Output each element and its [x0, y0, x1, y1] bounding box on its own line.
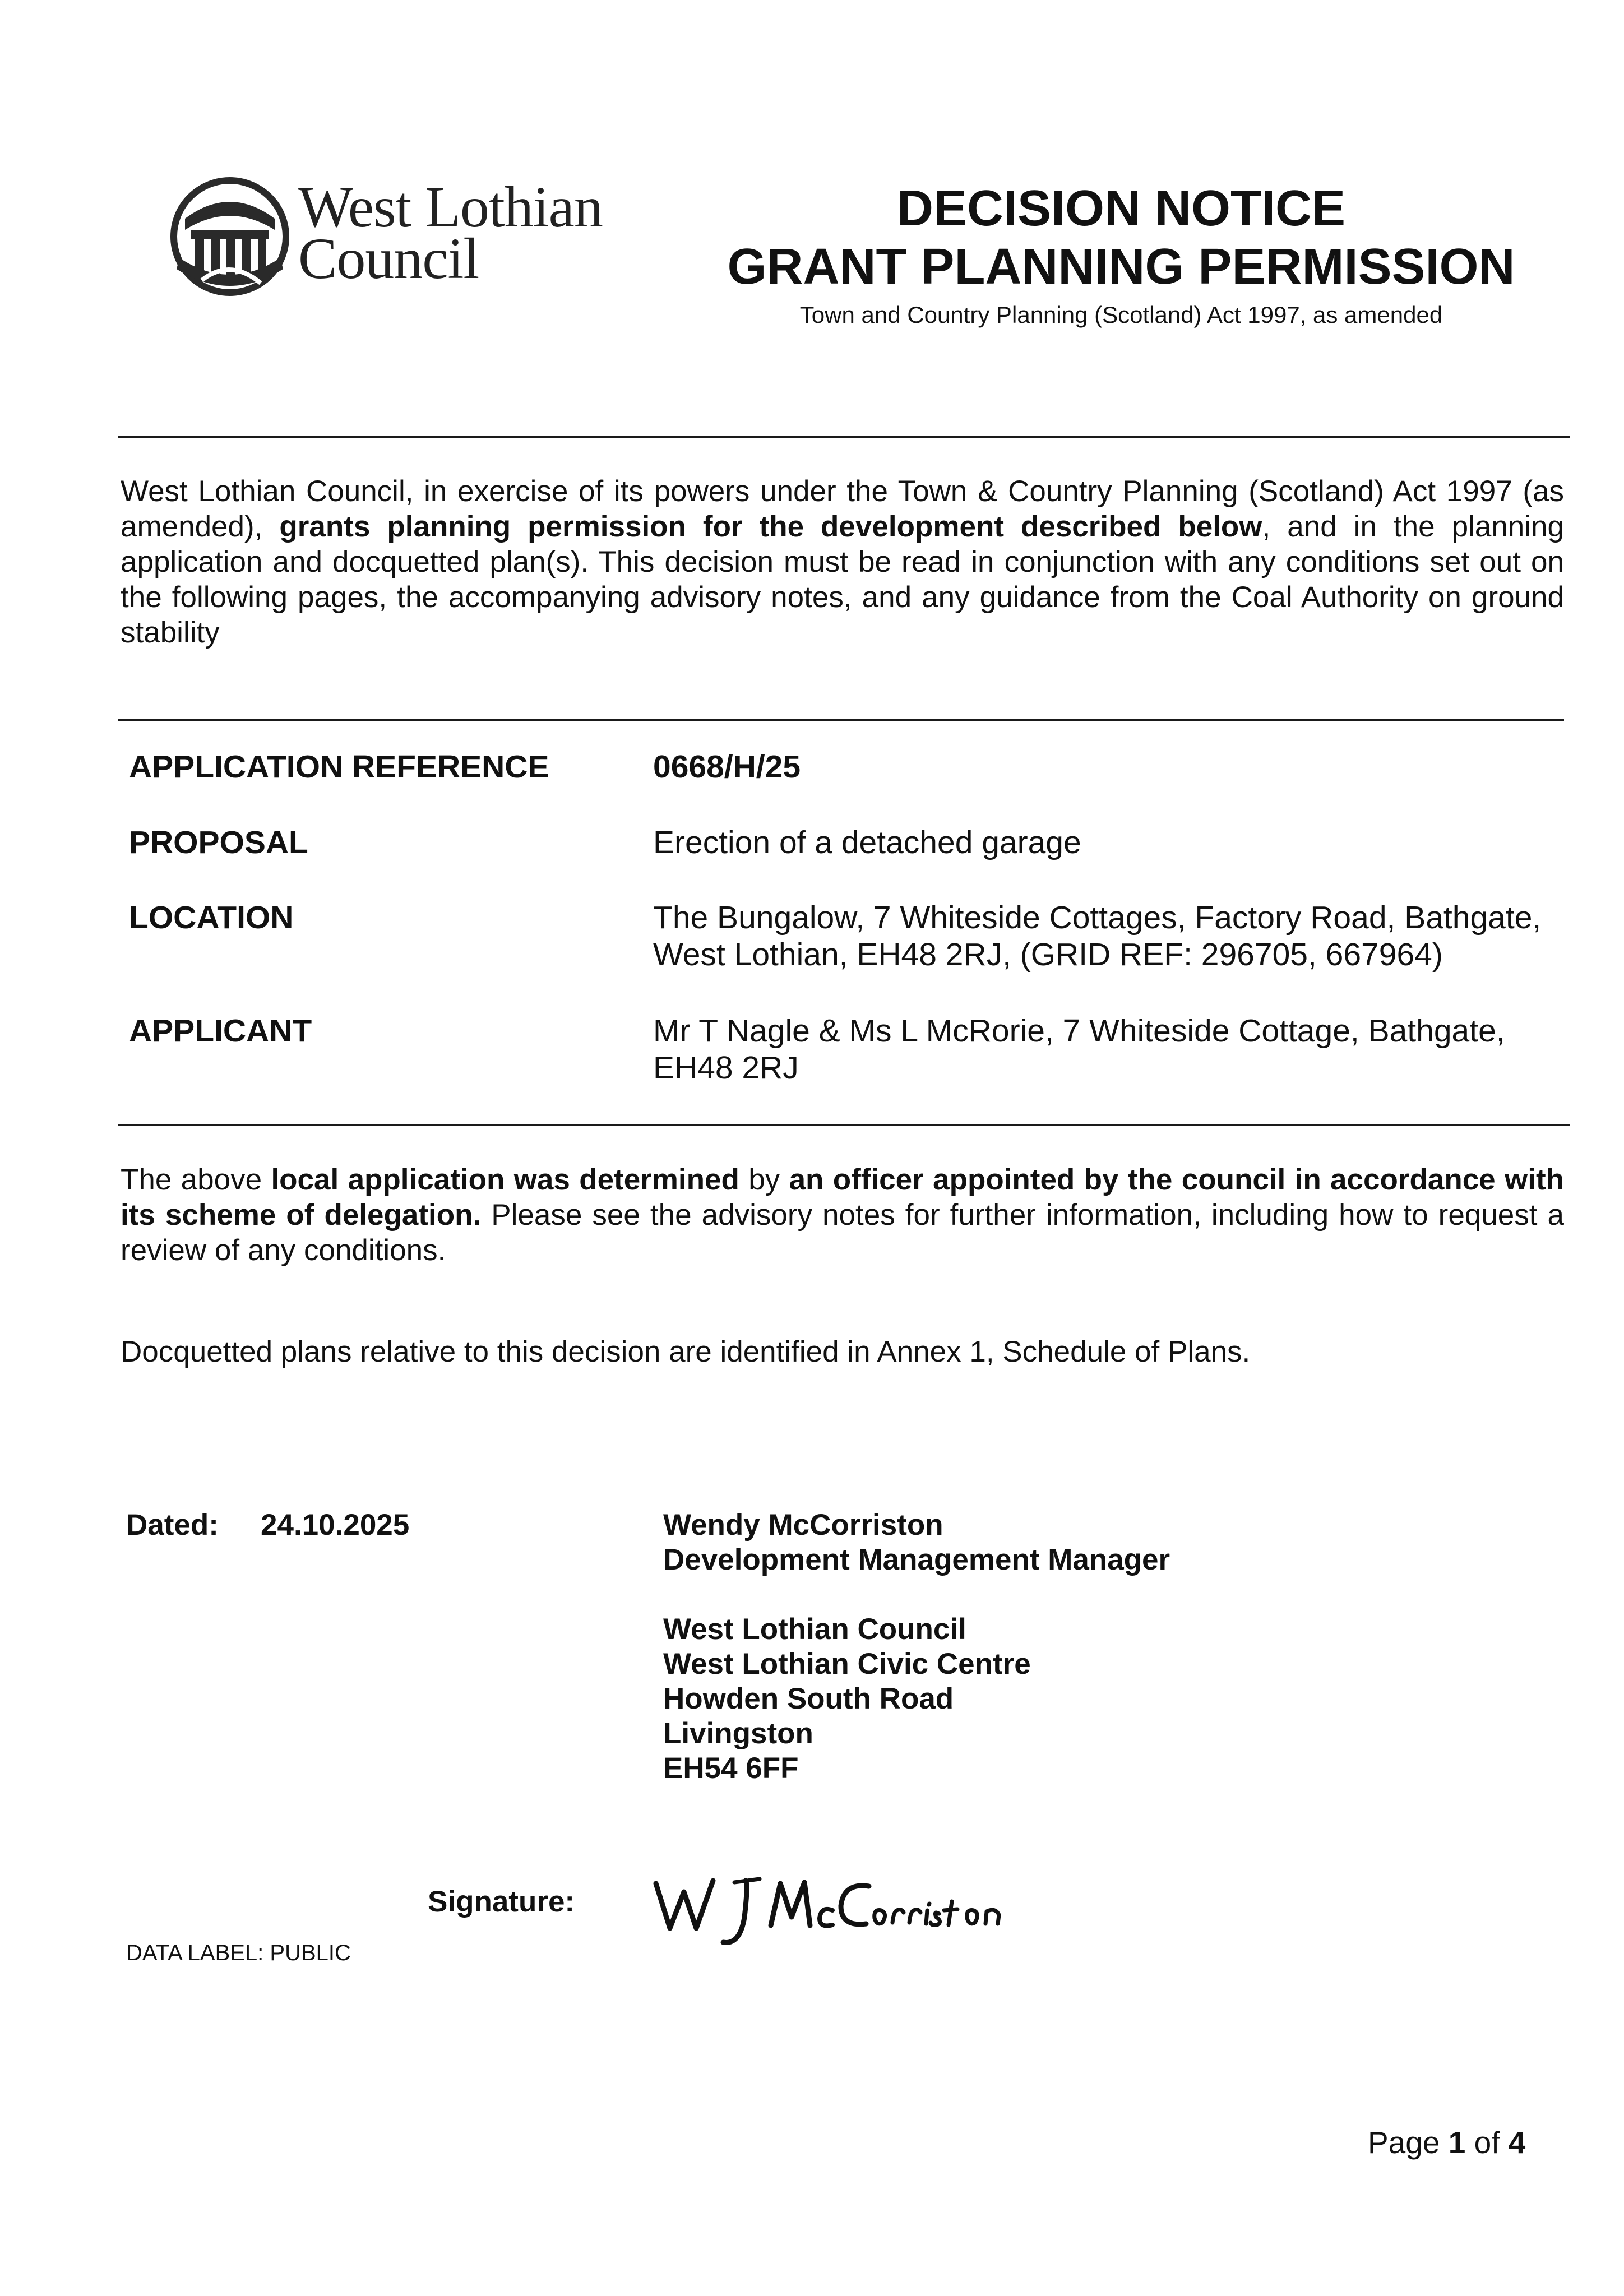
address-line-4: Livingston [663, 1717, 813, 1750]
label-location: LOCATION [129, 900, 294, 936]
council-logo [168, 174, 628, 303]
page-total: 4 [1508, 2125, 1526, 2160]
officer-role: Development Management Manager [663, 1543, 1170, 1576]
address-line-5: EH54 6FF [663, 1752, 799, 1785]
value-applicant: Mr T Nagle & Ms L McRorie, 7 Whiteside Cottage, Bathgate, EH48 2RJ [653, 1013, 1505, 1086]
title-subtitle-act: Town and Country Planning (Scotland) Act 1997, as amended [799, 302, 1443, 328]
signature-label: Signature: [428, 1885, 575, 1918]
divider-details-top [118, 719, 1564, 721]
intro-bold: grants planning permission for the development described below [279, 510, 1262, 543]
determination-paragraph [121, 1162, 1564, 1268]
signature-image [650, 1867, 1065, 1951]
docquetted-note: Docquetted plans relative to this decision are identified in Annex 1, Schedule of Plans. [121, 1335, 1251, 1368]
viaduct-emblem-icon [168, 174, 292, 297]
dated-value: 24.10.2025 [261, 1508, 410, 1542]
divider-details-bottom [118, 1124, 1570, 1126]
notice-title [701, 179, 1542, 331]
det-text-2: by [739, 1163, 789, 1196]
intro-paragraph [121, 474, 1564, 650]
det-bold-2: an officer appointed by the council in accordance with its scheme of delegation. [121, 1163, 1564, 1232]
det-bold-1: local application was determined [271, 1163, 739, 1196]
divider-top [118, 436, 1570, 438]
page-of: of [1465, 2125, 1509, 2160]
page-current: 1 [1448, 2125, 1466, 2160]
logo-text-line2: Council [298, 226, 479, 291]
address-line-2: West Lothian Civic Centre [663, 1647, 1031, 1681]
label-application-reference: APPLICATION REFERENCE [129, 749, 549, 785]
address-line-3: Howden South Road [663, 1682, 954, 1715]
det-text-1: The above [121, 1163, 271, 1196]
logo-text-line1: West Lothian [298, 175, 603, 239]
label-applicant: APPLICANT [129, 1013, 312, 1049]
title-line-grant-permission: GRANT PLANNING PERMISSION [727, 239, 1515, 295]
intro-text-1: West Lothian Council, in exercise of its powers under the Town & Country Planning (Scotland) Act 1997 (as amended), [121, 475, 1564, 543]
address-line-1: West Lothian Council [663, 1613, 966, 1646]
value-proposal: Erection of a detached garage [653, 825, 1081, 860]
det-text-3: Please see the advisory notes for further information, including how to request a review of any conditions. [121, 1198, 1564, 1267]
value-location: The Bungalow, 7 Whiteside Cottages, Factory Road, Bathgate, West Lothian, EH48 2RJ, (GRID REF: 296705, 667964) [653, 900, 1542, 973]
title-line-decision-notice: DECISION NOTICE [896, 180, 1346, 237]
handwritten-signature-icon [650, 1867, 1065, 1951]
page-number [1368, 2124, 1525, 2160]
data-label: DATA LABEL: PUBLIC [126, 1941, 351, 1965]
dated-label: Dated: [126, 1508, 219, 1542]
value-application-reference: 0668/H/25 [653, 749, 801, 785]
intro-text-2: , and in the planning application and docquetted plan(s). This decision must be read in conjunction with any conditions set out on the following pages, the accompanying advisory notes, and any guidance from the Coal Authority on ground stability [121, 510, 1564, 649]
label-proposal: PROPOSAL [129, 825, 308, 860]
page-prefix: Page [1368, 2125, 1449, 2160]
officer-name: Wendy McCorriston [663, 1508, 943, 1542]
